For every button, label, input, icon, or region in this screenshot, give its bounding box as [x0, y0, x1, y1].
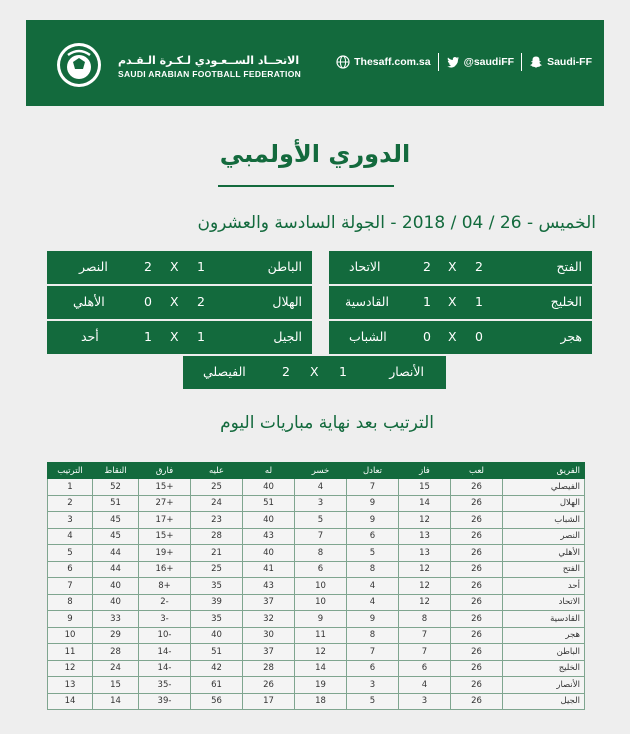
won-cell: 3 [399, 693, 451, 710]
twitter-link[interactable] [446, 55, 515, 69]
snapchat-text: Saudi-FF [547, 56, 592, 68]
drawn-cell: 8 [347, 561, 399, 578]
standings-title: الترتيب بعد نهاية مباريات اليوم [220, 413, 434, 433]
home-score: 2 [475, 259, 483, 274]
away-score: 1 [144, 329, 152, 344]
home-score: 2 [197, 294, 205, 309]
away-team: النصر [79, 259, 108, 274]
match-box [47, 321, 312, 354]
points-cell: 45 [93, 512, 139, 529]
won-column-header: فاز [399, 463, 451, 479]
team-cell: الأهلي [503, 545, 585, 562]
table-row [48, 627, 585, 644]
goal-difference-cell: -39 [139, 693, 191, 710]
drawn-cell: 9 [347, 611, 399, 628]
goals-for-cell: 40 [243, 545, 295, 562]
federation-name-arabic: الاتحــاد الســعـودي لـكـرة الـقـدم [118, 54, 300, 67]
team-cell: الفيصلي [503, 479, 585, 496]
home-team: الخليج [550, 294, 582, 309]
away-score: 1 [423, 294, 431, 309]
table-row [48, 693, 585, 710]
goals-for-cell: 43 [243, 578, 295, 595]
goals-for-cell: 17 [243, 693, 295, 710]
globe-icon [336, 55, 350, 69]
played-cell: 26 [451, 545, 503, 562]
lost-cell: 9 [295, 611, 347, 628]
points-cell: 51 [93, 495, 139, 512]
social-links [336, 53, 592, 71]
home-team: هجر [560, 329, 582, 344]
played-cell: 26 [451, 594, 503, 611]
table-row [48, 512, 585, 529]
points-cell: 28 [93, 644, 139, 661]
points-cell: 44 [93, 545, 139, 562]
goals-against-cell: 40 [191, 627, 243, 644]
rank-cell: 4 [48, 528, 93, 545]
played-cell: 26 [451, 627, 503, 644]
goals-against-cell: 25 [191, 479, 243, 496]
won-cell: 12 [399, 561, 451, 578]
played-cell: 26 [451, 660, 503, 677]
versus-mark: X [448, 259, 457, 274]
drawn-cell: 6 [347, 528, 399, 545]
rank-cell: 3 [48, 512, 93, 529]
goals-against-cell: 21 [191, 545, 243, 562]
drawn-column-header: تعادل [347, 463, 399, 479]
goals-for-cell: 51 [243, 495, 295, 512]
table-row [48, 545, 585, 562]
points-cell: 45 [93, 528, 139, 545]
federation-logo [56, 42, 102, 88]
twitter-text: @saudiFF [463, 56, 515, 68]
played-cell: 26 [451, 479, 503, 496]
lost-cell: 18 [295, 693, 347, 710]
table-row [48, 644, 585, 661]
lost-cell: 6 [295, 561, 347, 578]
away-team: الأهلي [73, 294, 105, 309]
round-date-title: الخميس - 26 / 04 / 2018 - الجولة السادسة والعشرون [197, 213, 596, 233]
rank-cell: 11 [48, 644, 93, 661]
played-cell: 26 [451, 495, 503, 512]
lost-cell: 8 [295, 545, 347, 562]
won-cell: 14 [399, 495, 451, 512]
drawn-cell: 4 [347, 594, 399, 611]
table-row [48, 660, 585, 677]
played-cell: 26 [451, 693, 503, 710]
drawn-cell: 8 [347, 627, 399, 644]
table-row [48, 479, 585, 496]
away-team: الفيصلي [203, 364, 246, 379]
lost-cell: 14 [295, 660, 347, 677]
goals-against-cell: 42 [191, 660, 243, 677]
goal-difference-cell: +27 [139, 495, 191, 512]
away-score: 2 [423, 259, 431, 274]
rank-cell: 13 [48, 677, 93, 694]
goal-difference-cell: -10 [139, 627, 191, 644]
away-team: الاتحاد [349, 259, 381, 274]
goals-against-cell: 51 [191, 644, 243, 661]
away-team: أحد [81, 329, 99, 344]
played-cell: 26 [451, 644, 503, 661]
lost-cell: 4 [295, 479, 347, 496]
table-row [48, 528, 585, 545]
team-cell: هجر [503, 627, 585, 644]
won-cell: 13 [399, 545, 451, 562]
won-cell: 15 [399, 479, 451, 496]
points-cell: 14 [93, 693, 139, 710]
home-score: 0 [475, 329, 483, 344]
played-column-header: لعب [451, 463, 503, 479]
points-cell: 40 [93, 578, 139, 595]
goal-difference-cell: -2 [139, 594, 191, 611]
won-cell: 12 [399, 512, 451, 529]
title-underline [218, 185, 394, 187]
won-cell: 12 [399, 578, 451, 595]
points-cell: 24 [93, 660, 139, 677]
goals-for-cell: 37 [243, 594, 295, 611]
lost-cell: 11 [295, 627, 347, 644]
goal-difference-cell: +8 [139, 578, 191, 595]
lost-cell: 3 [295, 495, 347, 512]
goal-difference-cell: +15 [139, 479, 191, 496]
table-header-row [48, 463, 585, 479]
team-cell: الفتح [503, 561, 585, 578]
team-cell: النصر [503, 528, 585, 545]
versus-mark: X [310, 364, 319, 379]
goals-against-cell: 61 [191, 677, 243, 694]
won-cell: 13 [399, 528, 451, 545]
lost-cell: 7 [295, 528, 347, 545]
rank-cell: 7 [48, 578, 93, 595]
away-score: 2 [144, 259, 152, 274]
goals-against-column-header: عليه [191, 463, 243, 479]
rank-cell: 10 [48, 627, 93, 644]
table-row [48, 677, 585, 694]
goals-for-cell: 40 [243, 479, 295, 496]
home-team: الهلال [272, 294, 302, 309]
rank-cell: 12 [48, 660, 93, 677]
team-cell: الجيل [503, 693, 585, 710]
won-cell: 7 [399, 644, 451, 661]
goal-difference-column-header: فارق [139, 463, 191, 479]
standings-table [47, 462, 585, 710]
away-team: الشباب [349, 329, 387, 344]
home-team: الأنصار [389, 364, 424, 379]
played-cell: 26 [451, 512, 503, 529]
goals-for-cell: 30 [243, 627, 295, 644]
lost-cell: 5 [295, 512, 347, 529]
goals-for-cell: 41 [243, 561, 295, 578]
drawn-cell: 9 [347, 512, 399, 529]
drawn-cell: 4 [347, 578, 399, 595]
match-box [329, 286, 592, 319]
table-row [48, 611, 585, 628]
goals-against-cell: 39 [191, 594, 243, 611]
match-box [329, 251, 592, 284]
rank-cell: 1 [48, 479, 93, 496]
table-row [48, 495, 585, 512]
rank-cell: 6 [48, 561, 93, 578]
divider [438, 53, 439, 71]
drawn-cell: 7 [347, 479, 399, 496]
rank-cell: 9 [48, 611, 93, 628]
header-banner [26, 20, 604, 106]
won-cell: 8 [399, 611, 451, 628]
goals-against-cell: 28 [191, 528, 243, 545]
home-team: الباطن [267, 259, 302, 274]
page-title: الدوري الأولمبي [219, 140, 411, 168]
match-box [183, 356, 446, 389]
drawn-cell: 3 [347, 677, 399, 694]
goals-against-cell: 35 [191, 578, 243, 595]
away-score: 2 [282, 364, 290, 379]
home-score: 1 [197, 259, 205, 274]
home-team: الفتح [556, 259, 582, 274]
away-score: 0 [423, 329, 431, 344]
website-text: Thesaff.com.sa [354, 56, 431, 68]
goals-for-cell: 26 [243, 677, 295, 694]
away-team: القادسية [345, 294, 389, 309]
goals-for-cell: 32 [243, 611, 295, 628]
lost-cell: 10 [295, 594, 347, 611]
goal-difference-cell: -35 [139, 677, 191, 694]
home-score: 1 [339, 364, 347, 379]
lost-cell: 19 [295, 677, 347, 694]
played-cell: 26 [451, 611, 503, 628]
goal-difference-cell: -14 [139, 644, 191, 661]
team-cell: الاتحاد [503, 594, 585, 611]
rank-cell: 8 [48, 594, 93, 611]
home-team: الجيل [273, 329, 302, 344]
versus-mark: X [170, 259, 179, 274]
home-score: 1 [475, 294, 483, 309]
table-row [48, 561, 585, 578]
goals-against-cell: 23 [191, 512, 243, 529]
away-score: 0 [144, 294, 152, 309]
played-cell: 26 [451, 561, 503, 578]
snapchat-icon [529, 55, 543, 69]
rank-column-header: الترتيب [48, 463, 93, 479]
federation-name-english: SAUDI ARABIAN FOOTBALL FEDERATION [118, 69, 302, 79]
goals-for-cell: 37 [243, 644, 295, 661]
goals-for-cell: 40 [243, 512, 295, 529]
goal-difference-cell: -14 [139, 660, 191, 677]
team-cell: الهلال [503, 495, 585, 512]
table-row [48, 594, 585, 611]
goals-against-cell: 25 [191, 561, 243, 578]
drawn-cell: 5 [347, 693, 399, 710]
points-cell: 40 [93, 594, 139, 611]
points-cell: 44 [93, 561, 139, 578]
home-score: 1 [197, 329, 205, 344]
goals-for-cell: 43 [243, 528, 295, 545]
team-cell: الخليج [503, 660, 585, 677]
goal-difference-cell: +16 [139, 561, 191, 578]
team-cell: القادسية [503, 611, 585, 628]
won-cell: 6 [399, 660, 451, 677]
divider [521, 53, 522, 71]
team-cell: الأنصار [503, 677, 585, 694]
versus-mark: X [448, 329, 457, 344]
match-box [329, 321, 592, 354]
goal-difference-cell: -3 [139, 611, 191, 628]
snapchat-link[interactable] [529, 55, 592, 69]
won-cell: 12 [399, 594, 451, 611]
drawn-cell: 7 [347, 644, 399, 661]
won-cell: 7 [399, 627, 451, 644]
goals-against-cell: 24 [191, 495, 243, 512]
drawn-cell: 9 [347, 495, 399, 512]
points-cell: 29 [93, 627, 139, 644]
points-cell: 52 [93, 479, 139, 496]
lost-cell: 10 [295, 578, 347, 595]
drawn-cell: 5 [347, 545, 399, 562]
goals-against-cell: 56 [191, 693, 243, 710]
rank-cell: 5 [48, 545, 93, 562]
twitter-icon [446, 55, 460, 69]
played-cell: 26 [451, 578, 503, 595]
team-cell: الباطن [503, 644, 585, 661]
table-row [48, 578, 585, 595]
points-cell: 33 [93, 611, 139, 628]
versus-mark: X [170, 294, 179, 309]
goals-against-cell: 35 [191, 611, 243, 628]
goal-difference-cell: +19 [139, 545, 191, 562]
match-box [47, 286, 312, 319]
match-box [47, 251, 312, 284]
points-cell: 15 [93, 677, 139, 694]
team-cell: الشباب [503, 512, 585, 529]
lost-cell: 12 [295, 644, 347, 661]
won-cell: 4 [399, 677, 451, 694]
team-column-header: الفريق [503, 463, 585, 479]
goal-difference-cell: +17 [139, 512, 191, 529]
website-link[interactable] [336, 55, 430, 69]
played-cell: 26 [451, 677, 503, 694]
rank-cell: 14 [48, 693, 93, 710]
goals-for-column-header: له [243, 463, 295, 479]
points-column-header: النقاط [93, 463, 139, 479]
versus-mark: X [170, 329, 179, 344]
played-cell: 26 [451, 528, 503, 545]
team-cell: أحد [503, 578, 585, 595]
lost-column-header: خسر [295, 463, 347, 479]
versus-mark: X [448, 294, 457, 309]
goal-difference-cell: +15 [139, 528, 191, 545]
goals-for-cell: 28 [243, 660, 295, 677]
drawn-cell: 6 [347, 660, 399, 677]
rank-cell: 2 [48, 495, 93, 512]
